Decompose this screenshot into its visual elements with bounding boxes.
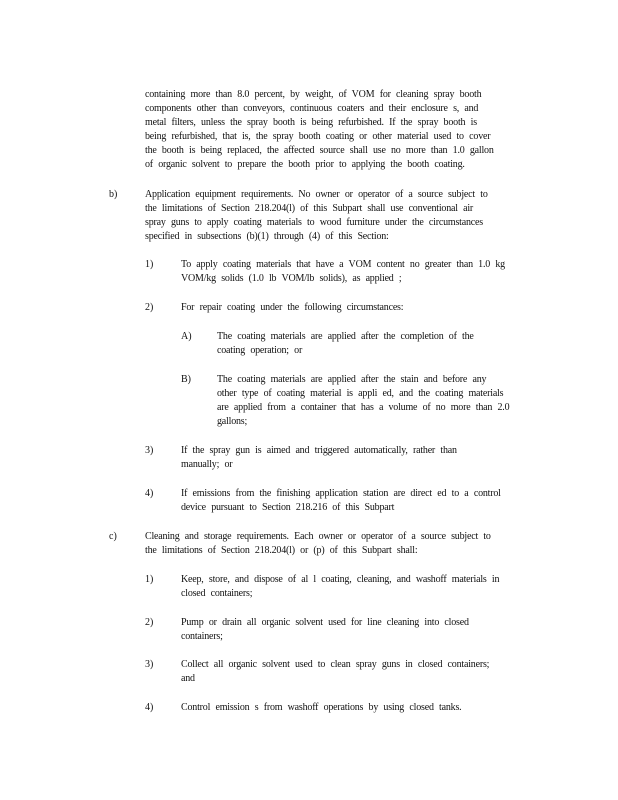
text-line: containing more than 8.0 percent, by weight, of VOM for cleaning spray booth [145, 89, 482, 100]
text-line: are applied from a container that has a volume of no more than 2.0 [217, 402, 510, 413]
text-line: the limitations of Section 218.204(l) or (p) of this Subpart shall: [145, 545, 418, 556]
item-label: 1) [145, 259, 154, 270]
text-line: To apply coating materials that have a VOM content no greater than 1.0 kg [181, 259, 505, 270]
item-label: 4) [145, 488, 154, 499]
text-line: metal filters, unless the spray booth is being refurbished. If the spray booth is [145, 117, 477, 128]
text-line: The coating materials are applied after the stain and before any [217, 374, 487, 385]
text-line: For repair coating under the following circumstances: [181, 302, 404, 313]
section-label: c) [109, 531, 117, 542]
text-line: specified in subsections (b)(1) through (4) of this Section: [145, 231, 389, 242]
item-label: 4) [145, 702, 154, 713]
item-label: 3) [145, 659, 154, 670]
text-line: Cleaning and storage requirements. Each owner or operator of a source subject to [145, 531, 491, 542]
text-line: containers; [181, 631, 223, 642]
text-line: Collect all organic solvent used to clean spray guns in closed containers; [181, 659, 490, 670]
text-line: manually; or [181, 459, 233, 470]
item-label: 3) [145, 445, 154, 456]
text-line: the limitations of Section 218.204(l) of this Subpart shall use conventional air [145, 203, 474, 214]
subitem-label: B) [181, 374, 191, 385]
text-line: the booth is being replaced, the affected source shall use no more than 1.0 gallon [145, 145, 494, 156]
text-line: closed containers; [181, 588, 253, 599]
text-line: Keep, store, and dispose of al l coating, cleaning, and washoff materials in [181, 574, 500, 585]
text-line: other type of coating material is appli ed, and the coating materials [217, 388, 504, 399]
text-line: Pump or drain all organic solvent used for line cleaning into closed [181, 617, 469, 628]
text-line: being refurbished, that is, the spray booth coating or other material used to cover [145, 131, 491, 142]
item-label: 1) [145, 574, 154, 585]
text-line: The coating materials are applied after the completion of the [217, 331, 474, 342]
text-line: gallons; [217, 416, 248, 427]
text-line: of organic solvent to prepare the booth prior to applying the booth coating. [145, 159, 465, 170]
text-line: device pursuant to Section 218.216 of this Subpart [181, 502, 395, 513]
item-label: 2) [145, 302, 154, 313]
item-label: 2) [145, 617, 154, 628]
text-line: spray guns to apply coating materials to wood furniture under the circumstances [145, 217, 483, 228]
text-line: Control emission s from washoff operations by using closed tanks. [181, 702, 462, 713]
text-line: If emissions from the finishing application station are direct ed to a control [181, 488, 501, 499]
text-line: VOM/kg solids (1.0 lb VOM/lb solids), as applied ; [181, 273, 402, 284]
subitem-label: A) [181, 331, 192, 342]
text-line: Application equipment requirements. No owner or operator of a source subject to [145, 189, 488, 200]
section-label: b) [109, 189, 118, 200]
text-line: components other than conveyors, continuous coaters and their enclosure s, and [145, 103, 479, 114]
text-line: coating operation; or [217, 345, 303, 356]
text-line: and [181, 673, 195, 684]
text-line: If the spray gun is aimed and triggered automatically, rather than [181, 445, 457, 456]
